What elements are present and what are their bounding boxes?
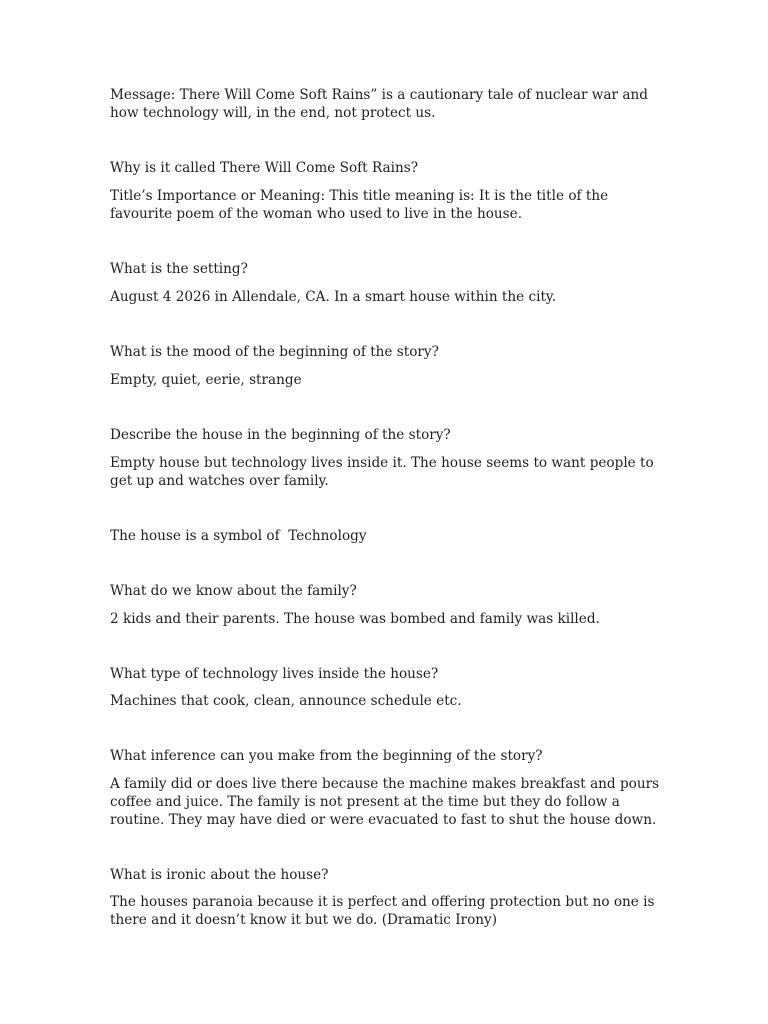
question-mood: What is the mood of the beginning of the story? bbox=[110, 344, 439, 360]
question-setting: What is the setting? bbox=[110, 261, 248, 277]
answer-title-meaning: Title’s Importance or Meaning: This title meaning is: It is the title of the favourite poem of the woman who used to live in the house. bbox=[110, 188, 613, 222]
question-family: What do we know about the family? bbox=[110, 583, 357, 599]
answer-mood: Empty, quiet, eerie, strange bbox=[110, 372, 302, 388]
question-house: Describe the house in the beginning of the story? bbox=[110, 427, 451, 443]
answer-inference: A family did or does live there because the machine makes breakfast and pours coffee and juice. The family is not present at the time but they do follow a routine. They may have died or were evacuated to fast to shut the house down. bbox=[110, 776, 664, 828]
question-inference: What inference can you make from the beginning of the story? bbox=[110, 748, 543, 764]
question-technology: What type of technology lives inside the house? bbox=[110, 666, 439, 682]
answer-ironic: The houses paranoia because it is perfect and offering protection but no one is there and it doesn’t know it but we do. (Dramatic Irony) bbox=[110, 894, 659, 928]
symbol-statement: The house is a symbol of Technology bbox=[110, 528, 367, 544]
answer-house: Empty house but technology lives inside it. The house seems to want people to get up and watches over family. bbox=[110, 455, 659, 489]
message-paragraph: Message: There Will Come Soft Rains” is a cautionary tale of nuclear war and how technology will, in the end, not protect us. bbox=[110, 87, 653, 121]
question-ironic: What is ironic about the house? bbox=[110, 867, 329, 883]
question-title-meaning: Why is it called There Will Come Soft Rains? bbox=[110, 160, 418, 176]
answer-family: 2 kids and their parents. The house was bombed and family was killed. bbox=[110, 611, 600, 627]
answer-technology: Machines that cook, clean, announce schedule etc. bbox=[110, 693, 462, 709]
answer-setting: August 4 2026 in Allendale, CA. In a smart house within the city. bbox=[110, 289, 557, 305]
